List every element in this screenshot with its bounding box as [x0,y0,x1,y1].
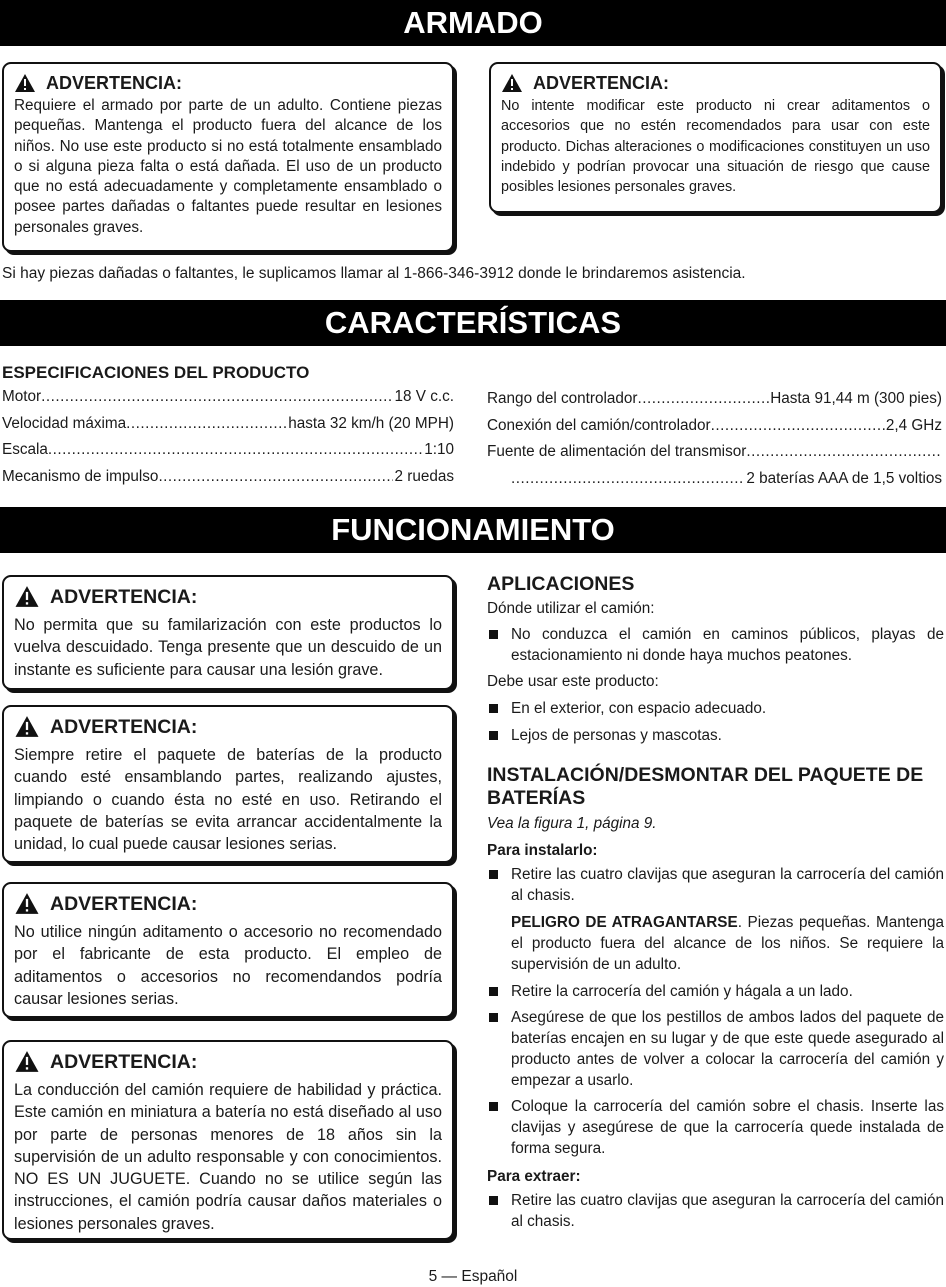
list-item: Coloque la carrocería del camión sobre el chasis. Inserte las clavijas y asegúrese de que la carrocería quede instalada de forma segura. [487,1096,944,1159]
spec-row: Conexión del camión/controlador ..... 2,4 GHz [487,417,942,444]
section-heading: INSTALACIÓN/DESMONTAR DEL PAQUETE DE BATERÍAS [487,764,924,809]
list-item: No conduzca el camión en caminos públicos, playas de estacionamiento ni donde haya muchos peatones. [487,624,944,666]
page-footer: 5 — Español [428,1268,518,1285]
warning-box-assembly [2,62,454,252]
warning-box-driving [2,1040,454,1240]
spec-row: Escala ..... 1:10 [2,441,454,468]
spec-list-left [2,388,454,494]
warning-text: La conducción del camión requiere de habilidad y práctica. Este camión en miniatura a batería no está diseñado al uso por parte de personas menores de 18 años sin la supervisión de un adulto responsable y con conocimientos. NO ES UN JUGUETE. Cuando no se utilice según las instrucciones, el camión podría causar daños materiales o lesiones personales graves. [14,1081,442,1233]
list-item: Asegúrese de que los pestillos de ambos lados del paquete de baterías encajen en su lugar y de que este quede asegurado al producto antes de volver a colocar la carrocería del camión y empezar a usarlo. [487,1007,944,1091]
choking-hazard-note: PELIGRO DE ATRAGANTARSE. Piezas pequeñas. Mantenga el producto fuera del alcance de los niños. Se requiere la supervisión de un adulto. [511,914,944,973]
warning-text: No utilice ningún aditamento o accesorio no recomendado por el fabricante de esta producto. El empleo de aditamentos o accesorios no recomendandos podría causar lesiones serias. [14,923,442,1008]
warning-triangle-icon [501,73,523,93]
armado-banner: ARMADO [0,0,946,46]
warning-title: ADVERTENCIA: [50,715,198,738]
spec-row: Fuente de alimentación del transmisor ..... [487,443,942,470]
funcionamiento-banner: FUNCIONAMIENTO [0,507,946,553]
paragraph: Dónde utilizar el camión: [487,600,655,617]
warning-triangle-icon [14,1050,40,1073]
warning-title: ADVERTENCIA: [50,1050,198,1073]
list-item: Lejos de personas y mascotas. [487,725,944,746]
spec-list-right [487,390,942,496]
subheading: Para instalarlo: [487,842,598,859]
paragraph: Debe usar este producto: [487,673,659,690]
warning-triangle-icon [14,892,40,915]
warning-text: Requiere el armado por parte de un adulto. Contiene piezas pequeñas. Mantenga el producto fuera del alcance de los niños. No use este producto si no está totalmente ensamblado o si alguna pieza falta o está dañada. El uso de un producto que no está adecuadamente y completamente ensamblado o posee partes dañadas o faltantes puede resultar en lesiones personales graves. [14,97,442,236]
help-line: Si hay piezas dañadas o faltantes, le suplicamos llamar al 1-866-346-3912 donde le brindaremos asistencia. [2,265,746,282]
subheading: Para extraer: [487,1168,581,1185]
warning-title: ADVERTENCIA: [533,73,670,93]
warning-box-accessories [2,882,454,1018]
warning-text: No permita que su familarización con este productos lo vuelva descuidado. Tenga presente que un descuido de un instante es suficiente para causar una lesión grave. [14,616,442,679]
warning-title: ADVERTENCIA: [46,73,183,93]
list-item: Retire las cuatro clavijas que aseguran la carrocería del camión al chasis. [487,864,944,906]
list-item: Retire la carrocería del camión y hágala a un lado. [487,981,944,1002]
warning-box-modification [489,62,942,213]
battery-install-section [487,764,944,1232]
spec-row: Velocidad máxima ..... hasta 32 km/h (20 MPH) [2,415,454,442]
spec-row: Mecanismo de impulso ..... 2 ruedas [2,468,454,495]
warning-box-battery [2,705,454,863]
spec-row: ..... 2 baterías AAA de 1,5 voltios [487,470,942,497]
list-item: Retire las cuatro clavijas que aseguran la carrocería del camión al chasis. [487,1190,944,1232]
warning-title: ADVERTENCIA: [50,892,198,915]
warning-text: No intente modificar este producto ni crear aditamentos o accesorios que no estén recomendados para usar con este producto. Dichas alteraciones o modificaciones constituyen un uso indebido y podrían provocar una situación de riesgo que cause posibles lesiones personales graves. [501,98,930,196]
warning-triangle-icon [14,73,36,93]
warning-title: ADVERTENCIA: [50,585,198,608]
spec-title: ESPECIFICACIONES DEL PRODUCTO [2,363,310,382]
figure-reference: Vea la figura 1, página 9. [487,815,657,832]
warning-text: Siempre retire el paquete de baterías de la producto cuando esté ensamblando partes, realizando ajustes, limpiando o cuando ésta no esté en uso. Retirando el paquete de baterías se evita arrancar accidentalmente la unidad, lo cual puede causar lesiones serias. [14,746,442,854]
warning-box-familiarity [2,575,454,690]
list-item: En el exterior, con espacio adecuado. [487,698,944,719]
warning-triangle-icon [14,585,40,608]
spec-row: Rango del controlador ..... Hasta 91,44 m (300 pies) [487,390,942,417]
caracteristicas-banner: CARACTERÍSTICAS [0,300,946,346]
section-heading: APLICACIONES [487,573,635,595]
warning-triangle-icon [14,715,40,738]
spec-row: Motor ..... 18 V c.c. [2,388,454,415]
applications-section [487,573,944,746]
